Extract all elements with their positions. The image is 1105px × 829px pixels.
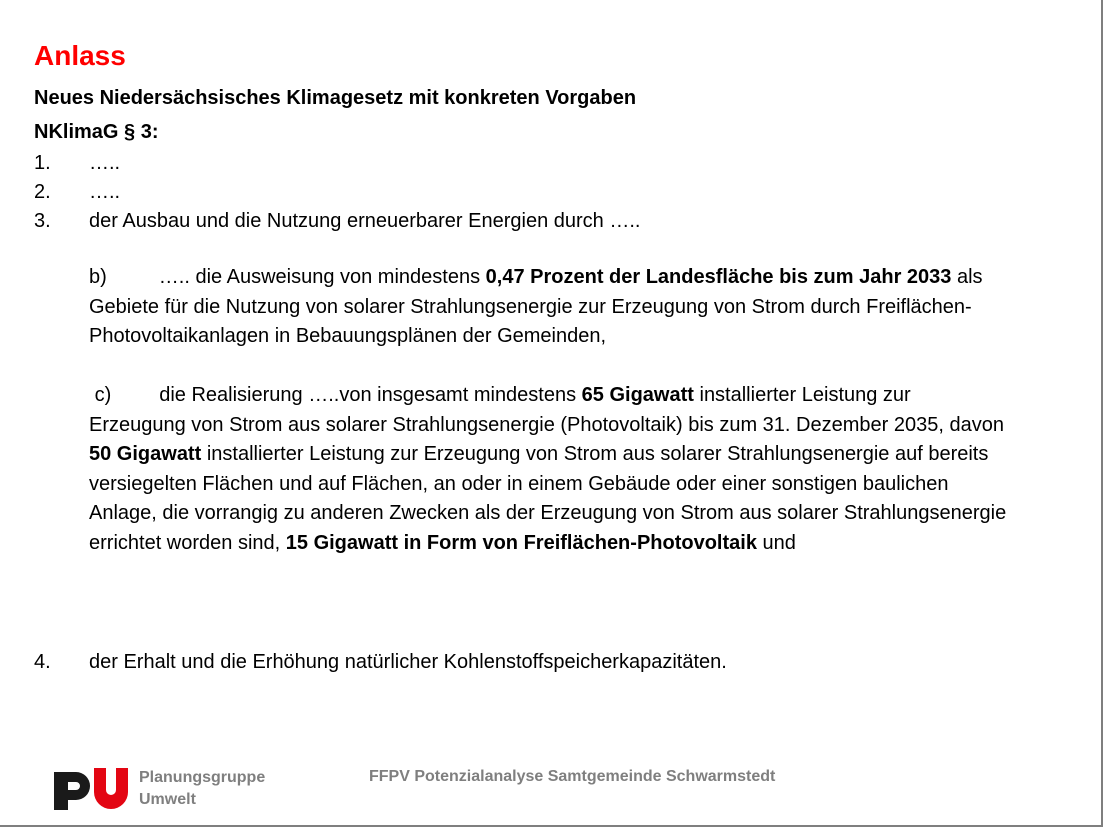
planungsgruppe-logo-icon	[54, 766, 130, 810]
sub-item-text: und	[756, 531, 796, 554]
slide-title: Anlass	[34, 40, 126, 71]
sub-item-text: installierter Leistung zur Erzeugung von Strom aus solarer Strahlungsenergie auf bereits versiegelten Flächen und auf Flächen, an oder in einem Gebäude oder einer sonstigen baulichen Anlage, die vorrangig zu anderen Zwecken als der Erzeugung von Strom aus solarer Strahlungsenergie errichtet worden sind,	[89, 443, 1007, 554]
sub-item-bold-text: 50 Gigawatt	[89, 443, 202, 465]
sub-item-bold-text: 0,47 Prozent der Landesfläche bis zum Jahr 2033	[485, 266, 952, 288]
sub-item-b	[89, 263, 1009, 352]
logo-line-1: Planungsgruppe	[139, 769, 266, 786]
law-reference: NKlimaG § 3:	[34, 121, 159, 143]
sub-item-text: ….. die Ausweisung von mindestens	[158, 266, 486, 288]
list-text: …..	[89, 181, 121, 203]
sub-item-label: b)	[89, 266, 107, 288]
list-number: 2.	[34, 181, 51, 203]
list-number: 4.	[34, 651, 51, 673]
list-text: der Ausbau und die Nutzung erneuerbarer Energien durch …..	[89, 210, 641, 232]
sub-item-text: die Realisierung …..von insgesamt mindestens	[159, 384, 582, 406]
list-text: der Erhalt und die Erhöhung natürlicher Kohlenstoffspeicherkapazitäten.	[89, 651, 727, 673]
sub-item-text: installierter Leistung zur Erzeugung von Strom aus solarer Strahlungsenergie (Photovoltaik) bis zum 31. Dezember 2035, davon	[89, 384, 1004, 436]
sub-item-label: c)	[94, 384, 112, 406]
list-number: 3.	[34, 210, 51, 232]
logo-line-2: Umwelt	[139, 791, 196, 808]
sub-item-text: als Gebiete für die Nutzung von solarer Strahlungsenergie zur Erzeugung von Strom durch Freiflächen-Photovoltaikanlagen in Bebauungsplänen der Gemeinden,	[89, 266, 983, 347]
list-text: …..	[89, 152, 121, 174]
sub-item-bold-text: 65 Gigawatt	[581, 384, 694, 406]
sub-item-c	[89, 381, 1009, 558]
slide-subtitle: Neues Niedersächsisches Klimagesetz mit konkreten Vorgaben	[34, 87, 637, 109]
footer-caption: FFPV Potenzialanalyse Samtgemeinde Schwarmstedt	[369, 768, 776, 785]
sub-item-bold-text: 15 Gigawatt in Form von Freiflächen-Photovoltaik	[285, 531, 757, 554]
list-number: 1.	[34, 152, 51, 174]
logo-wordmark	[139, 767, 265, 811]
